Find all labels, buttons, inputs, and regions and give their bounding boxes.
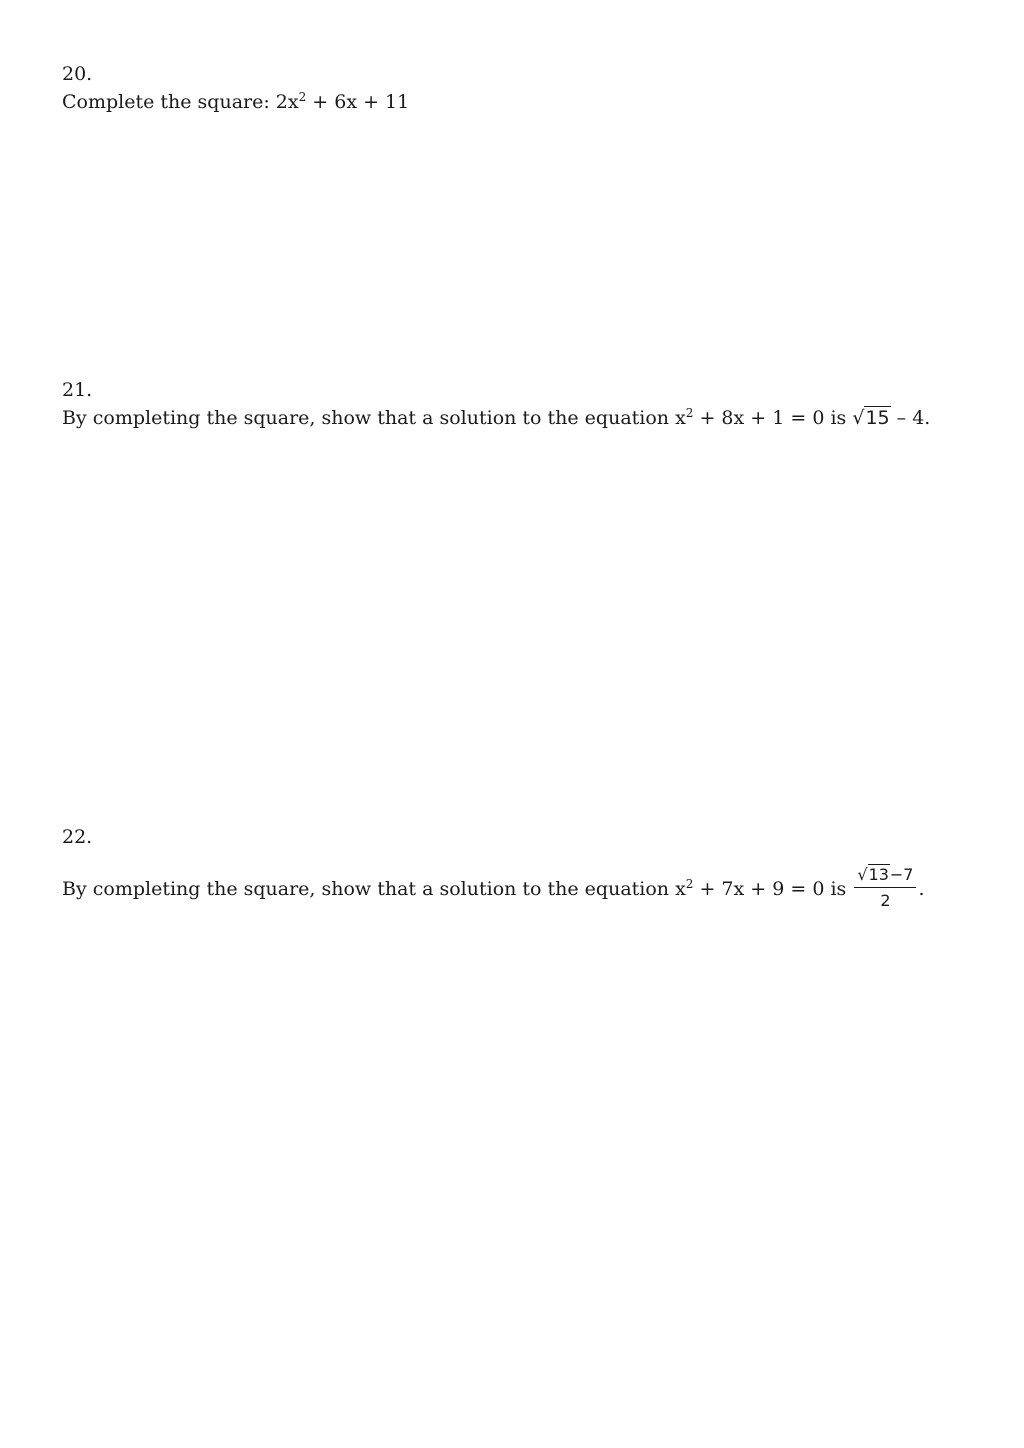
question-number: 22.	[62, 826, 93, 848]
question-number: 21.	[62, 379, 93, 401]
question-21	[62, 376, 930, 432]
fraction-denominator: 2	[880, 891, 891, 910]
question-20	[62, 60, 409, 116]
radicand: 15	[865, 407, 890, 429]
fraction	[854, 865, 916, 911]
radicand: 13	[868, 865, 889, 884]
exponent: 2	[685, 877, 694, 891]
text-part: By completing the square, show that a solution to the equation x	[62, 407, 686, 429]
text-part: + 8x + 1 = 0 is	[693, 407, 853, 429]
radical-sign: √	[857, 865, 868, 884]
text-part: By completing the square, show that a solution to the equation x	[62, 878, 686, 900]
exponent: 2	[685, 406, 694, 420]
question-text	[62, 404, 930, 432]
text-part: – 4.	[890, 407, 931, 429]
square-root	[857, 865, 890, 885]
fraction-numerator	[854, 865, 916, 888]
question-22	[62, 823, 925, 913]
text-part: + 7x + 9 = 0 is	[693, 878, 853, 900]
numerator-rest: −7	[889, 865, 914, 884]
question-text	[62, 867, 925, 913]
question-text	[62, 88, 409, 116]
square-root	[852, 404, 890, 432]
text-part: Complete the square: 2x	[62, 91, 299, 113]
question-number: 20.	[62, 63, 93, 85]
text-part: + 6x + 11	[306, 91, 410, 113]
exponent: 2	[298, 90, 307, 104]
radical-sign: √	[852, 407, 865, 429]
text-part: .	[918, 878, 925, 900]
